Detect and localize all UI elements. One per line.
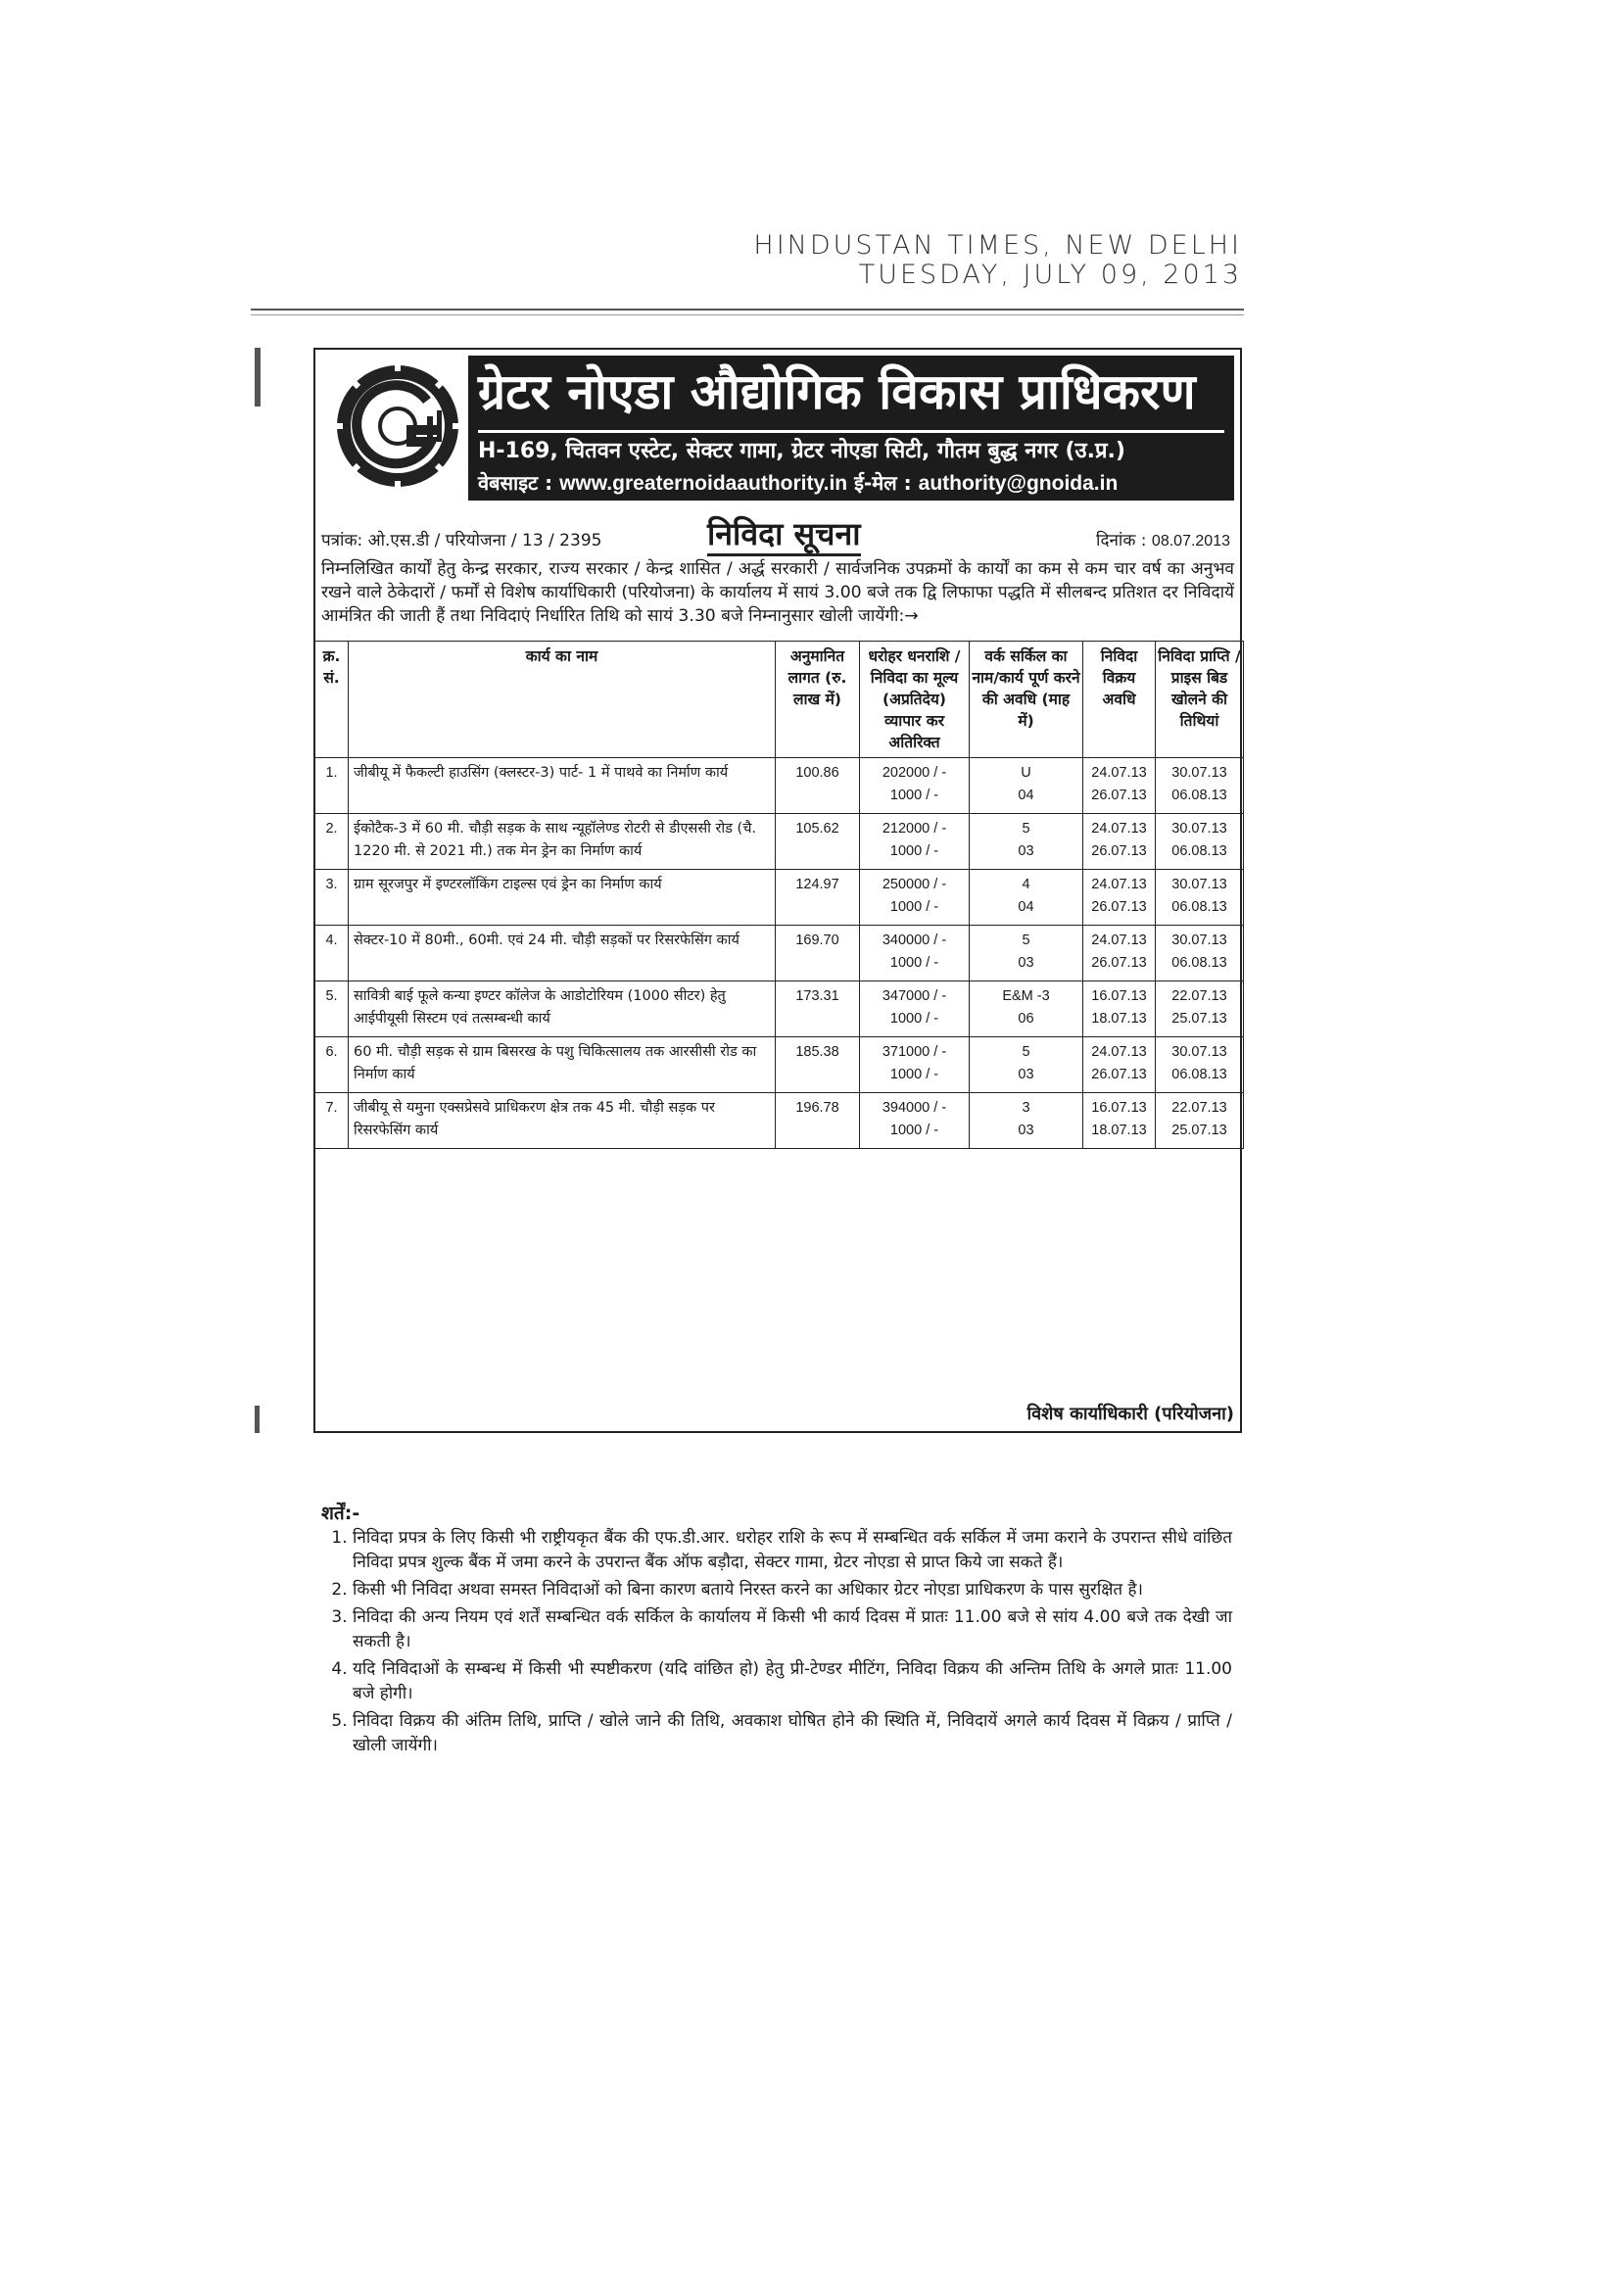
email-label: ई-मेल : [854, 471, 912, 495]
authority-name: ग्रेटर नोएडा औद्योगिक विकास प्राधिकरण [478, 363, 1196, 420]
row-work: जीबीयू से यमुना एक्सप्रेसवे प्राधिकरण क्षेत्र तक 45 मी. चौड़ी सड़क पर रिसरफेसिंग कार्य [349, 1093, 776, 1149]
receipt-date: 22.07.13 [1171, 988, 1227, 1004]
deposit-amount: 250000 / - [882, 877, 947, 892]
row-opening-dates [1156, 870, 1244, 926]
notice-date [1096, 528, 1230, 550]
row-cost: 124.97 [776, 870, 860, 926]
sale-to: 26.07.13 [1091, 899, 1147, 915]
row-work: सावित्री बाई फूले कन्या इण्टर कॉलेज के आडोटोरियम (1000 सीटर) हेतु आईपीयूसी सिस्टम एवं तत्सम्बन्धी कार्य [349, 981, 776, 1037]
receipt-date: 30.07.13 [1171, 933, 1227, 948]
price-bid-date: 06.08.13 [1171, 1067, 1227, 1082]
scan-margin-mark [255, 348, 261, 407]
sale-from: 16.07.13 [1091, 1100, 1147, 1116]
row-cost: 100.86 [776, 758, 860, 814]
price-bid-date: 06.08.13 [1171, 899, 1227, 915]
col-header-opening-dates: निविदा प्राप्ति /प्राइस बिड खोलने की तिथियां [1156, 642, 1244, 758]
sale-to: 18.07.13 [1091, 1011, 1147, 1027]
row-sale-period [1083, 870, 1156, 926]
row-circle [970, 926, 1083, 981]
terms-list [321, 1526, 1232, 1758]
row-work: ईकोटैक-3 में 60 मी. चौड़ी सड़क के साथ न्यूहॉलेण्ड रोटरी से डीएससी रोड (चै. 1220 मी. से 2021 मी.) तक मेन ड्रेन का निर्माण कार्य [349, 814, 776, 870]
row-sn: 3. [315, 870, 349, 926]
row-opening-dates [1156, 926, 1244, 981]
term-item: 5. निविदा विक्रय की अंतिम तिथि, प्राप्ति / खोले जाने की तिथि, अवकाश घोषित होने की स्थिति में, निविदायें अगले कार्य दिवस में विक्रय / प्राप्ति / खोली जायेंगी। [353, 1709, 1232, 1758]
row-sn: 1. [315, 758, 349, 814]
table-row [315, 758, 1244, 814]
date-label: दिनांक : [1096, 531, 1147, 550]
row-deposit [860, 1037, 970, 1093]
row-work: ग्राम सूरजपुर में इण्टरलॉकिंग टाइल्स एवं ड्रेन का निर्माण कार्य [349, 870, 776, 926]
terms-section [321, 1501, 1232, 1761]
row-deposit [860, 870, 970, 926]
reference-line [321, 514, 1234, 557]
row-circle [970, 981, 1083, 1037]
col-header-sale-period: निविदा विक्रय अवधि [1083, 642, 1156, 758]
term-item: 2. किसी भी निविदा अथवा समस्त निविदाओं को बिना कारण बताये निरस्त करने का अधिकार ग्रेटर नोएडा प्राधिकरण के पास सुरक्षित है। [353, 1578, 1232, 1602]
row-opening-dates [1156, 1037, 1244, 1093]
row-sn: 6. [315, 1037, 349, 1093]
sale-to: 26.07.13 [1091, 843, 1147, 859]
row-sale-period [1083, 758, 1156, 814]
deposit-amount: 202000 / - [882, 765, 947, 781]
price-bid-date: 25.07.13 [1171, 1123, 1227, 1138]
row-deposit [860, 926, 970, 981]
row-circle [970, 1037, 1083, 1093]
row-cost: 173.31 [776, 981, 860, 1037]
sale-from: 24.07.13 [1091, 933, 1147, 948]
price-bid-date: 06.08.13 [1171, 843, 1227, 859]
work-circle: 3 [1022, 1100, 1030, 1116]
row-cost: 185.38 [776, 1037, 860, 1093]
receipt-date: 22.07.13 [1171, 1100, 1227, 1116]
website-link[interactable]: www.greaternoidaauthority.in [559, 472, 848, 495]
terms-heading: शर्तें:- [321, 1503, 360, 1524]
authority-banner [321, 356, 1234, 502]
row-opening-dates [1156, 814, 1244, 870]
header-divider [251, 309, 1244, 315]
duration-months: 06 [1018, 1011, 1034, 1027]
col-header-deposit: धरोहर धनराशि /निविदा का मूल्य (अप्रतिदेय) व्यापार कर अतिरिक्त [860, 642, 970, 758]
deposit-amount: 371000 / - [882, 1044, 947, 1060]
deposit-amount: 212000 / - [882, 821, 947, 837]
row-sn: 7. [315, 1093, 349, 1149]
tender-fee: 1000 / - [889, 899, 939, 915]
tender-fee: 1000 / - [889, 843, 939, 859]
table-row [315, 1037, 1244, 1093]
authority-address: H-169, चितवन एस्टेट, सेक्टर गामा, ग्रेटर नोएडा सिटी, गौतम बुद्ध नगर (उ.प्र.) [478, 439, 1125, 463]
work-circle: 5 [1022, 821, 1030, 837]
row-deposit [860, 1093, 970, 1149]
row-deposit [860, 758, 970, 814]
row-opening-dates [1156, 1093, 1244, 1149]
work-circle: E&M -3 [1002, 988, 1050, 1004]
term-item: 4. यदि निविदाओं के सम्बन्ध में किसी भी स्पष्टीकरण (यदि वांछित हो) हेतु प्री-टेण्डर मीटिंग, निविदा विक्रय की अन्तिम तिथि के अगले प्रातः 11.00 बजे होगी। [353, 1657, 1232, 1706]
work-circle: 5 [1022, 933, 1030, 948]
receipt-date: 30.07.13 [1171, 765, 1227, 781]
row-circle [970, 758, 1083, 814]
receipt-date: 30.07.13 [1171, 1044, 1227, 1060]
contact-line [478, 467, 1227, 500]
duration-months: 03 [1018, 1123, 1034, 1138]
price-bid-date: 06.08.13 [1171, 955, 1227, 971]
banner-box [468, 356, 1234, 501]
row-deposit [860, 814, 970, 870]
sale-to: 26.07.13 [1091, 955, 1147, 971]
publication-header [753, 231, 1242, 290]
signatory: विशेष कार्याधिकारी (परियोजना) [1026, 1404, 1234, 1424]
col-header-cost: अनुमानित लागत (रु. लाख में) [776, 642, 860, 758]
table-row [315, 1093, 1244, 1149]
row-cost: 105.62 [776, 814, 860, 870]
row-circle [970, 1093, 1083, 1149]
tender-table [314, 641, 1244, 1149]
row-sale-period [1083, 1037, 1156, 1093]
notice-title: निविदा सूचना [707, 514, 861, 556]
col-header-sn: क्र. सं. [315, 642, 349, 758]
row-opening-dates [1156, 981, 1244, 1037]
sale-from: 16.07.13 [1091, 988, 1147, 1004]
term-item: 3. निविदा की अन्य नियम एवं शर्तें सम्बन्धित वर्क सर्किल के कार्यालय में किसी भी कार्य दिवस में प्रातः 11.00 बजे से सांय 4.00 बजे तक देखी जा सकती है। [353, 1605, 1232, 1654]
row-sale-period [1083, 1093, 1156, 1149]
deposit-amount: 347000 / - [882, 988, 947, 1004]
table-row [315, 870, 1244, 926]
banner-divider [478, 430, 1224, 433]
date-value: 08.07.2013 [1151, 533, 1230, 550]
row-sn: 4. [315, 926, 349, 981]
tender-fee: 1000 / - [889, 955, 939, 971]
notice-intro: निम्नलिखित कार्यों हेतु केन्द्र सरकार, राज्य सरकार / केन्द्र शासित / अर्द्ध सरकारी / सार्वजनिक उपक्रमों के कार्यों का कम से कम चार वर्ष का अनुभव रखने वाले ठेकेदारों / फर्मों से विशेष कार्याधिकारी (परियोजना) के कार्यालय में सायं 3.00 बजे तक द्वि लिफाफा पद्धति में सीलबन्द प्रतिशत दर निविदायें आमंत्रित की जाती हैं तथा निविदाएं निर्धारित तिथि को सायं 3.30 बजे निम्नानुसार खोली जायेंगी:→ [321, 559, 1234, 626]
sale-from: 24.07.13 [1091, 765, 1147, 781]
row-sale-period [1083, 926, 1156, 981]
table-row [315, 814, 1244, 870]
email-link[interactable]: authority@gnoida.in [918, 472, 1119, 495]
sale-to: 26.07.13 [1091, 1067, 1147, 1082]
sale-from: 24.07.13 [1091, 1044, 1147, 1060]
table-row [315, 981, 1244, 1037]
tender-fee: 1000 / - [889, 788, 939, 803]
col-header-work: कार्य का नाम [349, 642, 776, 758]
table-header-row [315, 642, 1244, 758]
receipt-date: 30.07.13 [1171, 877, 1227, 892]
row-work: जीबीयू में फैकल्टी हाउसिंग (क्लस्टर-3) पार्ट- 1 में पाथवे का निर्माण कार्य [349, 758, 776, 814]
duration-months: 03 [1018, 843, 1034, 859]
publication-name: HINDUSTAN TIMES, NEW DELHI [753, 230, 1242, 261]
table-row [315, 926, 1244, 981]
website-label: वेबसाइट : [478, 471, 553, 495]
work-circle: U [1021, 765, 1031, 781]
row-cost: 196.78 [776, 1093, 860, 1149]
row-work: सेक्टर-10 में 80मी., 60मी. एवं 24 मी. चौड़ी सड़कों पर रिसरफेसिंग कार्य [349, 926, 776, 981]
authority-logo-icon [329, 358, 466, 495]
sale-from: 24.07.13 [1091, 877, 1147, 892]
reference-number: पत्रांक: ओ.एस.डी / परियोजना / 13 / 2395 [321, 531, 602, 550]
publication-date: TUESDAY, JULY 09, 2013 [858, 260, 1242, 290]
term-item: 1. निविदा प्रपत्र के लिए किसी भी राष्ट्रीयकृत बैंक की एफ.डी.आर. धरोहर राशि के रूप में सम्बन्धित वर्क सर्किल में जमा कराने के उपरान्त सीधे वांछित निविदा प्रपत्र शुल्क बैंक में जमा करने के उपरान्त बैंक ऑफ बड़ौदा, सेक्टर गामा, ग्रेटर नोएडा से प्राप्त किये जा सकते हैं। [353, 1526, 1232, 1575]
sale-to: 18.07.13 [1091, 1123, 1147, 1138]
row-circle [970, 814, 1083, 870]
receipt-date: 30.07.13 [1171, 821, 1227, 837]
row-deposit [860, 981, 970, 1037]
sale-from: 24.07.13 [1091, 821, 1147, 837]
row-work: 60 मी. चौड़ी सड़क से ग्राम बिसरख के पशु चिकित्सालय तक आरसीसी रोड का निर्माण कार्य [349, 1037, 776, 1093]
deposit-amount: 394000 / - [882, 1100, 947, 1116]
row-sale-period [1083, 981, 1156, 1037]
tender-fee: 1000 / - [889, 1123, 939, 1138]
work-circle: 4 [1022, 877, 1030, 892]
work-circle: 5 [1022, 1044, 1030, 1060]
tender-notice [313, 348, 1242, 1755]
sale-to: 26.07.13 [1091, 788, 1147, 803]
row-opening-dates [1156, 758, 1244, 814]
price-bid-date: 25.07.13 [1171, 1011, 1227, 1027]
row-circle [970, 870, 1083, 926]
duration-months: 03 [1018, 1067, 1034, 1082]
deposit-amount: 340000 / - [882, 933, 947, 948]
tender-fee: 1000 / - [889, 1067, 939, 1082]
row-sale-period [1083, 814, 1156, 870]
price-bid-date: 06.08.13 [1171, 788, 1227, 803]
tender-fee: 1000 / - [889, 1011, 939, 1027]
row-sn: 5. [315, 981, 349, 1037]
duration-months: 04 [1018, 788, 1034, 803]
row-cost: 169.70 [776, 926, 860, 981]
duration-months: 04 [1018, 899, 1034, 915]
duration-months: 03 [1018, 955, 1034, 971]
row-sn: 2. [315, 814, 349, 870]
scan-margin-mark [255, 1406, 260, 1433]
col-header-circle: वर्क सर्किल का नाम/कार्य पूर्ण करने की अवधि (माह में) [970, 642, 1083, 758]
